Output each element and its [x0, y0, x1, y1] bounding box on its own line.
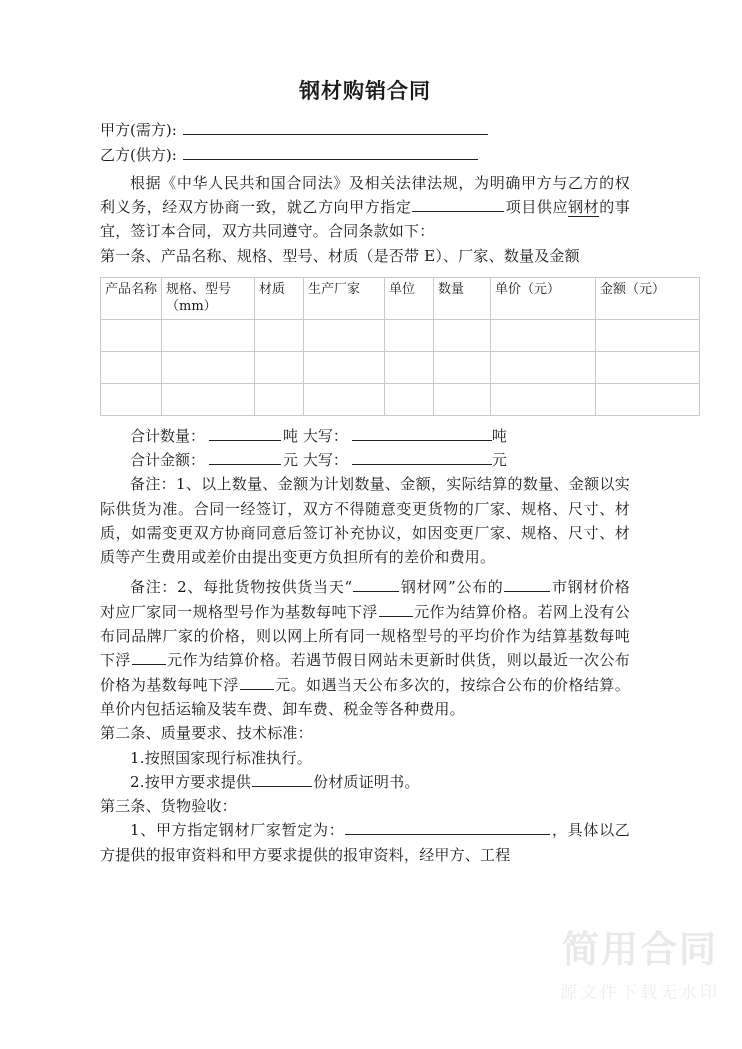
table-cell-manufacturer[interactable]	[304, 384, 385, 416]
table-cell-unit[interactable]	[385, 352, 434, 384]
table-cell-unit-price[interactable]	[491, 320, 596, 352]
table-cell-amount[interactable]	[596, 384, 700, 416]
party-input-buyer[interactable]	[183, 119, 488, 135]
table-row[interactable]	[101, 320, 700, 352]
note2-discount-blank-2[interactable]	[132, 650, 166, 665]
table-cell-material[interactable]	[255, 320, 304, 352]
table-cell-unit[interactable]	[385, 384, 434, 416]
table-cell-product-name[interactable]	[101, 352, 162, 384]
article-two-item2-pre: 2.按甲方要求提供	[130, 772, 252, 791]
note2-text-1: 备注：2、每批货物按供货当天“	[130, 578, 353, 597]
total-quantity-label: 合计数量：	[130, 427, 206, 446]
party-line-seller	[100, 144, 630, 167]
party-input-seller[interactable]	[183, 144, 478, 160]
total-amount-uppercase-blank[interactable]	[352, 450, 492, 465]
article-three-item1-pre: 1、甲方指定钢材厂家暂定为：	[130, 821, 345, 840]
table-cell-unit-price[interactable]	[491, 384, 596, 416]
table-header-amount: 金额（元）	[596, 277, 700, 319]
article-three-item1-post: ，具体以乙方提供的报审资料和甲方要求提供的报审资料，经甲方、工程	[100, 821, 630, 864]
preamble-underlined-term: 钢材	[568, 198, 600, 217]
table-cell-spec-model[interactable]	[162, 352, 255, 384]
note2-city-blank[interactable]	[504, 577, 550, 592]
table-cell-spec-model[interactable]	[162, 384, 255, 416]
note2-text-6: 元。如遇当天公布多次的，按综合公布的价格结算。单价内包括运输及装车费、卸车费、税金等各种费用。	[100, 675, 630, 718]
table-cell-quantity[interactable]	[434, 384, 491, 416]
table-header-spec-model: 规格、型号（mm）	[162, 277, 255, 319]
total-amount-value-blank[interactable]	[209, 450, 281, 465]
article-two-certificate-count-blank[interactable]	[252, 772, 312, 787]
table-cell-product-name[interactable]	[101, 384, 162, 416]
table-cell-quantity[interactable]	[434, 320, 491, 352]
total-quantity-uppercase-blank[interactable]	[352, 426, 492, 441]
table-row[interactable]	[101, 352, 700, 384]
table-header-row	[101, 277, 700, 319]
remark-note-two	[100, 575, 630, 721]
total-amount-label: 合计金额：	[130, 451, 206, 470]
article-two-item2-post: 份材质证明书。	[313, 772, 420, 791]
article-one-heading: 第一条、产品名称、规格、型号、材质（是否带 E）、厂家、数量及金额	[100, 246, 580, 265]
preamble-text-1: 根据《中华人民共和国合同法》及相关法律法规，为明确甲方与乙方的权利义务，经双方协商一致，就乙方向甲方指定	[100, 173, 630, 217]
note2-website-blank[interactable]	[353, 577, 399, 592]
note2-text-5: 元作为结算价格。若遇节假日网站未更新时供货，则以最近一次公布价格为基数每吨下浮	[100, 651, 630, 694]
total-quantity-unit-2: 吨	[491, 427, 507, 446]
note2-text-3: 市钢材价格对应厂家同一规格型号作为基数每吨下浮	[100, 578, 630, 621]
party-label-seller: 乙方(供方):	[100, 145, 177, 164]
total-amount-line	[100, 448, 630, 472]
note2-discount-blank-3[interactable]	[240, 675, 274, 690]
table-cell-material[interactable]	[255, 352, 304, 384]
party-label-buyer: 甲方(需方):	[100, 121, 177, 140]
watermark-main-text: 简用合同	[562, 928, 718, 972]
table-cell-manufacturer[interactable]	[304, 352, 385, 384]
table-cell-unit-price[interactable]	[491, 352, 596, 384]
article-two-item-two	[100, 770, 630, 794]
table-header-material: 材质	[255, 277, 304, 319]
article-two-item-one: 1.按照国家现行标准执行。	[130, 748, 312, 767]
watermark-sub-text: 源文件下载无水印	[560, 983, 720, 1003]
table-header-unit-price: 单价（元）	[491, 277, 596, 319]
table-cell-material[interactable]	[255, 384, 304, 416]
article-two-heading: 第二条、质量要求、技术标准：	[100, 724, 313, 743]
table-cell-unit[interactable]	[385, 320, 434, 352]
total-amount-uppercase-label: 大写：	[302, 451, 348, 470]
table-cell-amount[interactable]	[596, 320, 700, 352]
goods-table	[100, 277, 700, 416]
page-bottom-mask	[0, 946, 742, 1049]
document-content	[100, 78, 666, 867]
note2-text-2: 钢材网”公布的	[400, 578, 504, 597]
table-cell-spec-model[interactable]	[162, 320, 255, 352]
table-cell-product-name[interactable]	[101, 320, 162, 352]
total-amount-unit: 元	[283, 451, 299, 470]
preamble-text-3: 的事宜，签订本合同，双方共同遵守。合同条款如下：	[100, 198, 630, 241]
table-cell-quantity[interactable]	[434, 352, 491, 384]
table-row[interactable]	[101, 384, 700, 416]
table-header-unit: 单位	[385, 277, 434, 319]
preamble-paragraph	[100, 171, 630, 244]
preamble-text-2: 项目供应	[505, 198, 569, 217]
note2-text-4: 元作为结算价格。若网上没有公布同品牌厂家的价格，则以网上所有同一规格型号的平均价作为结算基数每吨下浮	[100, 602, 630, 670]
table-cell-amount[interactable]	[596, 352, 700, 384]
total-amount-unit-2: 元	[491, 451, 507, 470]
table-header-manufacturer: 生产厂家	[304, 277, 385, 319]
page-title: 钢材购销合同	[299, 79, 431, 103]
total-quantity-line	[100, 424, 630, 448]
total-quantity-uppercase-label: 大写：	[302, 427, 348, 446]
total-quantity-value-blank[interactable]	[209, 426, 281, 441]
party-line-buyer	[100, 119, 630, 142]
preamble-project-blank[interactable]	[412, 197, 504, 212]
total-quantity-unit: 吨	[283, 427, 299, 446]
note2-discount-blank-1[interactable]	[379, 602, 413, 617]
article-three-manufacturer-blank[interactable]	[345, 820, 550, 835]
table-header-quantity: 数量	[434, 277, 491, 319]
table-cell-manufacturer[interactable]	[304, 320, 385, 352]
article-three-heading: 第三条、货物验收：	[100, 797, 237, 816]
article-three-item-one	[100, 818, 630, 867]
table-header-product-name: 产品名称	[101, 277, 162, 319]
remark-note-one: 备注：1、以上数量、金额为计划数量、金额，实际结算的数量、金额以实际供货为准。合同一经签订，双方不得随意变更货物的厂家、规格、尺寸、材质，如需变更双方协商同意后签订补充协议，如因变更厂家、规格、尺寸、材质等产生费用或差价由提出变更方负担所有的差价和费用。	[100, 475, 630, 567]
